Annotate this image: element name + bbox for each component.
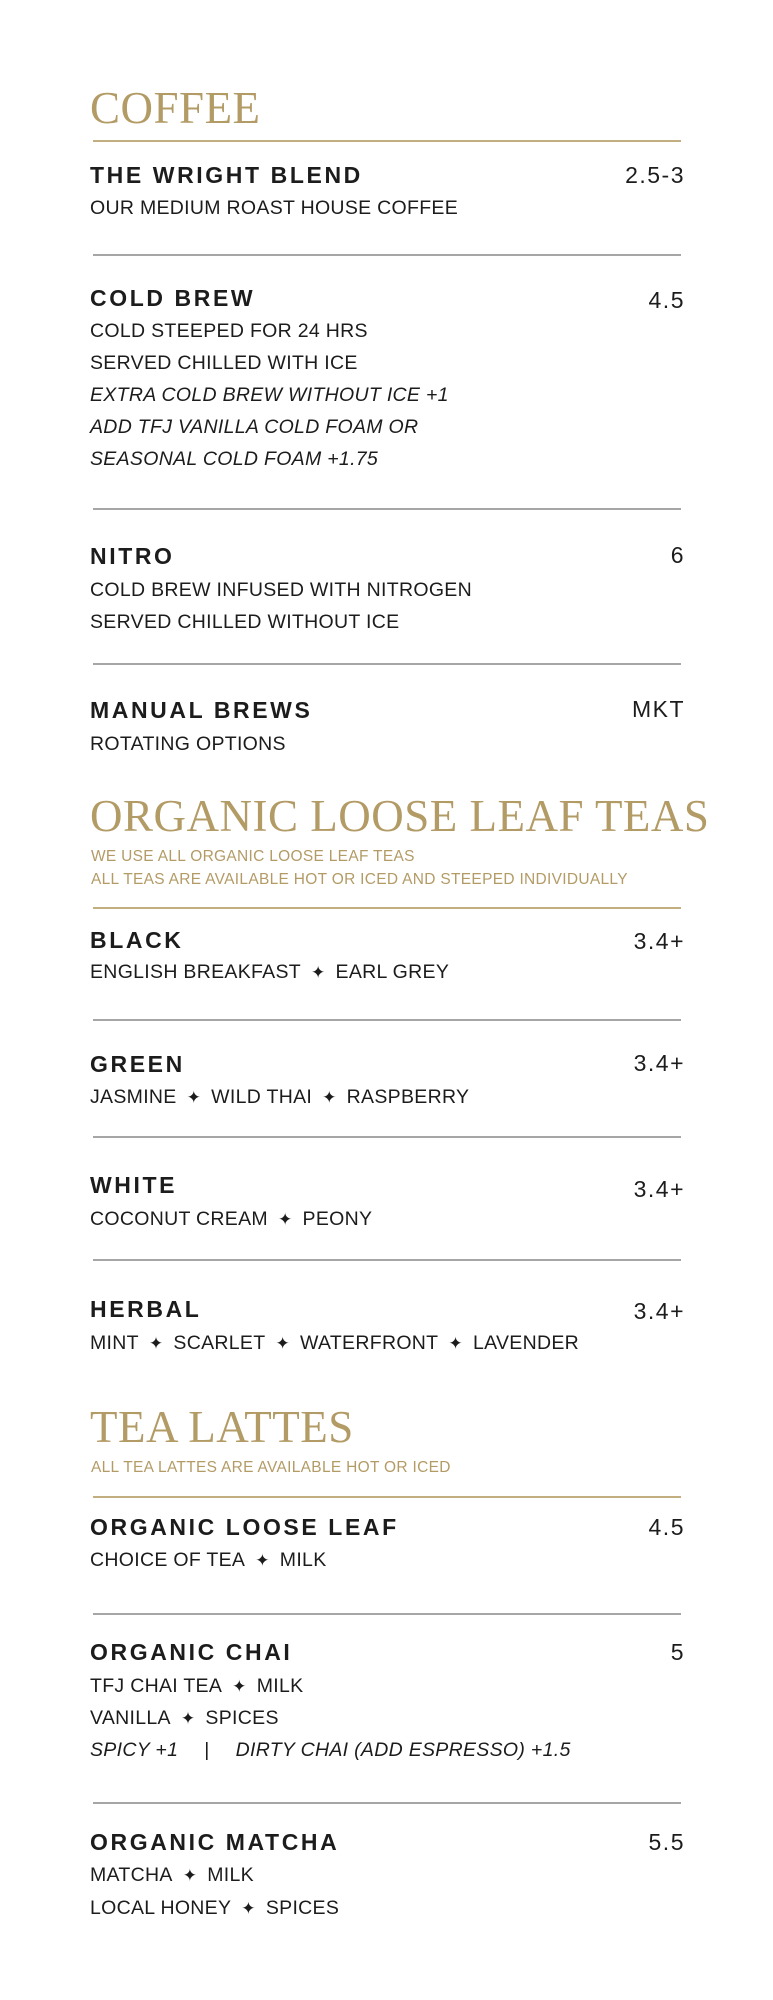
star-separator-icon: ✦: [232, 1677, 247, 1696]
tea-option: EARL GREY: [335, 961, 450, 983]
item-name-loose-leaf-latte: ORGANIC LOOSE LEAF: [90, 1514, 399, 1540]
latte-ingredient: VANILLA: [90, 1707, 171, 1729]
star-separator-icon: ✦: [448, 1334, 463, 1353]
teas-title-divider: [93, 907, 681, 909]
item-name-green-tea: GREEN: [90, 1051, 185, 1077]
item-name-cold-brew: COLD BREW: [90, 285, 256, 311]
item-description: COLD STEEPED FOR 24 HRS: [90, 320, 368, 342]
latte-ingredient: TFJ CHAI TEA: [90, 1675, 223, 1697]
item-description: SERVED CHILLED WITHOUT ICE: [90, 611, 400, 633]
item-name-matcha-latte: ORGANIC MATCHA: [90, 1829, 340, 1855]
item-options: [90, 1210, 372, 1230]
item-name-black-tea: BLACK: [90, 927, 184, 953]
latte-ingredient: CHOICE OF TEA: [90, 1549, 246, 1571]
tea-option: LAVENDER: [472, 1332, 580, 1354]
latte-ingredient: MILK: [256, 1675, 304, 1697]
item-description: SERVED CHILLED WITH ICE: [90, 352, 358, 374]
item-price-white-tea: 3.4+: [633, 1176, 685, 1202]
star-separator-icon: ✦: [241, 1899, 256, 1918]
teas-section-note: WE USE ALL ORGANIC LOOSE LEAF TEAS: [91, 848, 415, 865]
item-divider: [93, 1136, 681, 1138]
lattes-title-divider: [93, 1496, 681, 1498]
latte-ingredient: LOCAL HONEY: [90, 1897, 232, 1919]
latte-ingredient: MILK: [279, 1549, 327, 1571]
tea-option: WATERFRONT: [300, 1332, 439, 1354]
tea-option: PEONY: [302, 1208, 373, 1230]
item-price-manual-brews: MKT: [631, 696, 685, 722]
item-name-nitro: NITRO: [90, 543, 175, 569]
star-separator-icon: ✦: [182, 1866, 198, 1885]
star-separator-icon: ✦: [186, 1088, 202, 1107]
tea-option: ENGLISH BREAKFAST: [90, 961, 301, 983]
addon-divider: |: [204, 1739, 210, 1761]
tea-option: SCARLET: [173, 1332, 266, 1354]
lattes-section-title: TEA LATTES: [90, 1402, 354, 1452]
item-price-green-tea: 3.4+: [633, 1050, 685, 1076]
item-price-black-tea: 3.4+: [633, 928, 685, 954]
item-divider: [93, 1259, 681, 1261]
item-divider: [93, 1613, 681, 1615]
item-price-wright-blend: 2.5-3: [625, 162, 685, 188]
item-options: [90, 1677, 303, 1697]
item-addon: EXTRA COLD BREW WITHOUT ICE +1: [90, 384, 449, 406]
item-divider: [93, 508, 681, 510]
item-options: [90, 1088, 469, 1108]
star-separator-icon: ✦: [311, 963, 326, 982]
item-price-nitro: 6: [670, 542, 685, 568]
tea-option: MINT: [90, 1332, 139, 1354]
item-price-chai-latte: 5: [670, 1639, 685, 1665]
star-separator-icon: ✦: [180, 1709, 196, 1728]
item-price-loose-leaf-latte: 4.5: [648, 1514, 685, 1540]
item-name-manual-brews: MANUAL BREWS: [90, 697, 313, 723]
latte-ingredient: MATCHA: [90, 1864, 173, 1886]
latte-ingredient: SPICES: [205, 1707, 279, 1729]
coffee-section-title: COFFEE: [90, 83, 261, 133]
addon-spicy: SPICY +1: [90, 1739, 179, 1761]
tea-option: WILD THAI: [211, 1086, 313, 1108]
tea-option: JASMINE: [90, 1086, 177, 1108]
item-addons: [90, 1741, 571, 1761]
item-name-chai-latte: ORGANIC CHAI: [90, 1639, 293, 1665]
latte-ingredient: SPICES: [265, 1897, 340, 1919]
item-options: [90, 1551, 327, 1571]
item-divider: [93, 663, 681, 665]
item-name-herbal-tea: HERBAL: [90, 1296, 202, 1322]
latte-ingredient: MILK: [207, 1864, 254, 1886]
item-name-white-tea: WHITE: [90, 1172, 178, 1198]
item-divider: [93, 1802, 681, 1804]
star-separator-icon: ✦: [277, 1210, 293, 1229]
item-addon: SEASONAL COLD FOAM +1.75: [90, 448, 379, 470]
star-separator-icon: ✦: [148, 1334, 164, 1353]
item-price-herbal-tea: 3.4+: [633, 1298, 685, 1324]
star-separator-icon: ✦: [255, 1551, 270, 1570]
item-description: COLD BREW INFUSED WITH NITROGEN: [90, 579, 472, 601]
lattes-section-note: ALL TEA LATTES ARE AVAILABLE HOT OR ICED: [91, 1459, 451, 1476]
star-separator-icon: ✦: [275, 1334, 290, 1353]
tea-option: COCONUT CREAM: [90, 1208, 268, 1230]
item-description: ROTATING OPTIONS: [90, 733, 286, 755]
item-price-matcha-latte: 5.5: [648, 1829, 685, 1855]
item-options: [90, 1334, 579, 1354]
item-options: [90, 1866, 254, 1886]
item-options: [90, 1709, 279, 1729]
teas-section-title: ORGANIC LOOSE LEAF TEAS: [90, 791, 710, 841]
item-price-cold-brew: 4.5: [648, 287, 685, 313]
item-divider: [93, 254, 681, 256]
tea-option: RASPBERRY: [346, 1086, 470, 1108]
star-separator-icon: ✦: [322, 1088, 337, 1107]
item-addon: ADD TFJ VANILLA COLD FOAM OR: [90, 416, 419, 438]
item-name-wright-blend: THE WRIGHT BLEND: [90, 162, 363, 188]
item-options: [90, 1899, 339, 1919]
item-options: [90, 963, 449, 983]
addon-dirty-chai: DIRTY CHAI (ADD ESPRESSO) +1.5: [235, 1739, 571, 1761]
item-description: OUR MEDIUM ROAST HOUSE COFFEE: [90, 197, 459, 219]
coffee-title-divider: [93, 140, 681, 142]
teas-section-note: ALL TEAS ARE AVAILABLE HOT OR ICED AND STEEPED INDIVIDUALLY: [91, 871, 628, 888]
item-divider: [93, 1019, 681, 1021]
